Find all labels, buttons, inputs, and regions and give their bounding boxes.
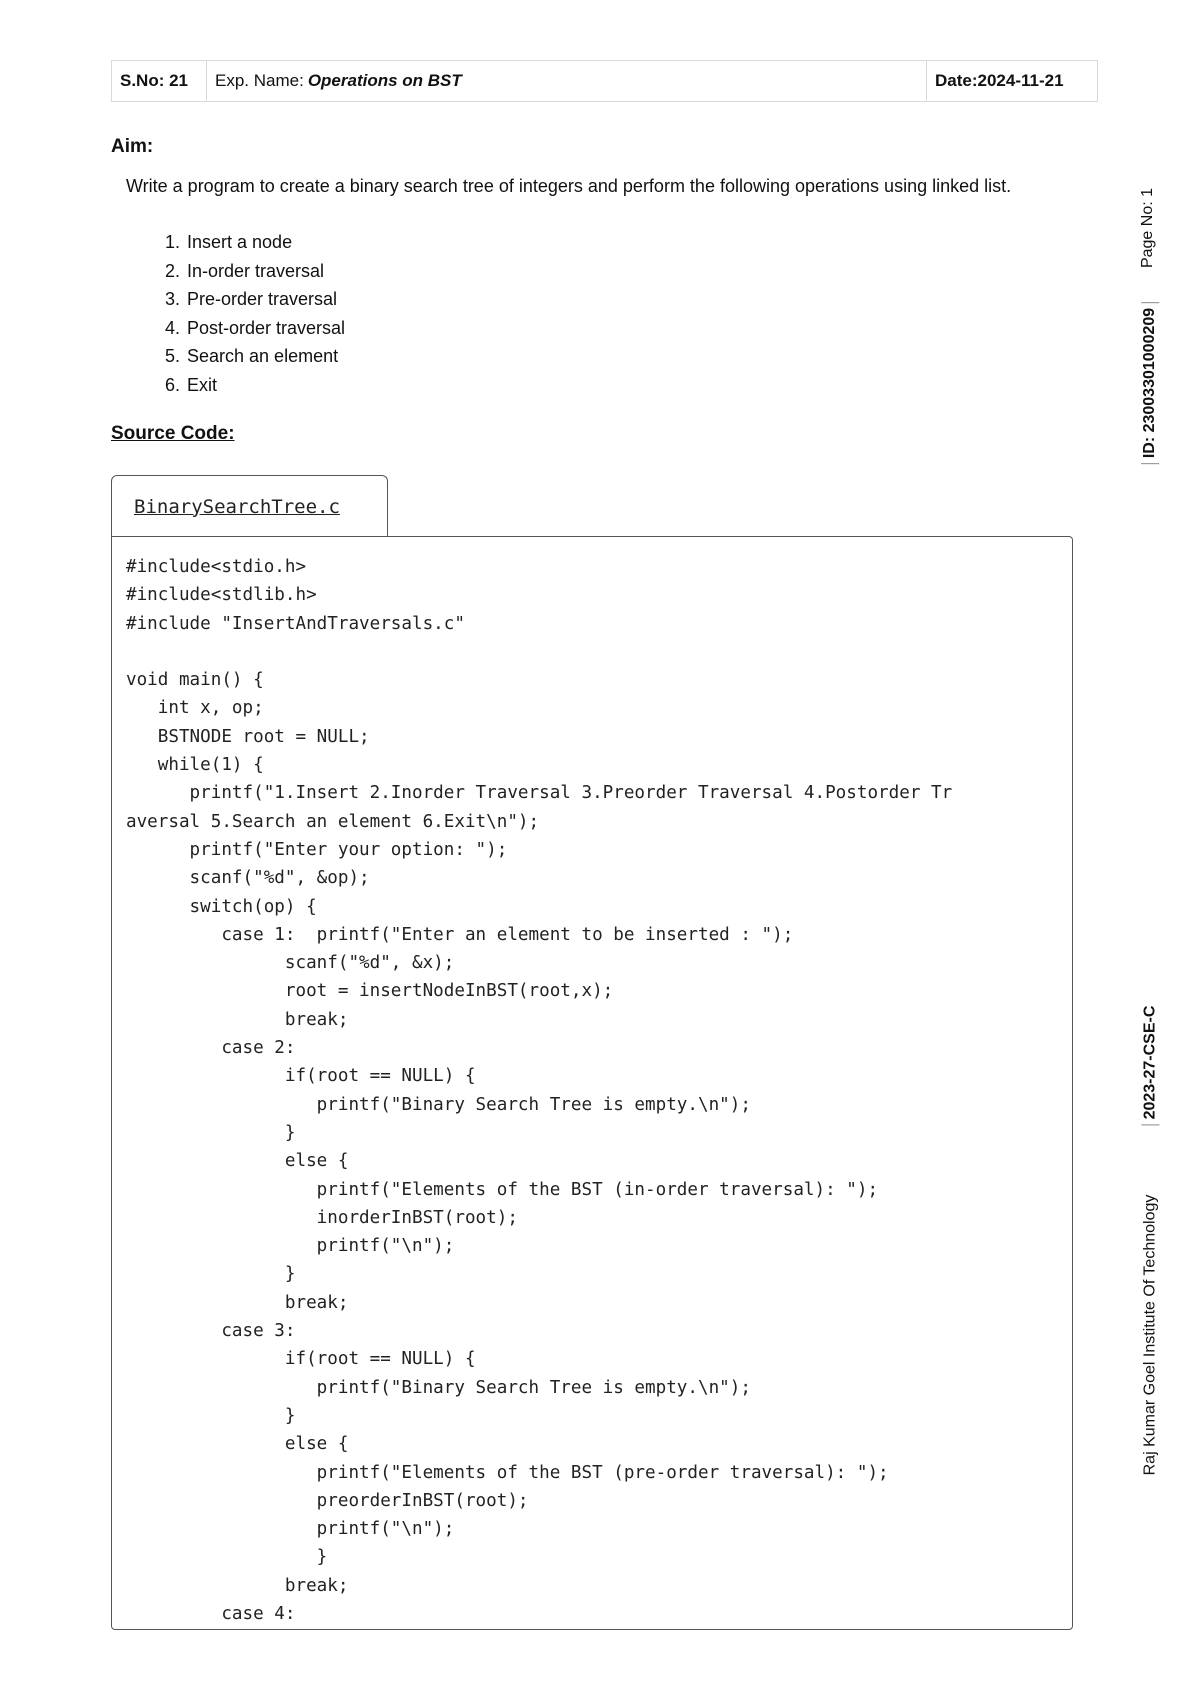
aim-list-item	[165, 314, 345, 343]
code-line: }	[126, 1122, 296, 1143]
aim-list-item	[165, 371, 345, 400]
aim-list-number: 1.	[165, 232, 181, 252]
aim-list-item	[165, 257, 345, 286]
aim-list-label: Pre-order traversal	[187, 289, 338, 310]
code-line: printf("\n");	[126, 1236, 455, 1257]
aim-list-number: 4.	[165, 317, 181, 338]
student-id: ID: 23003301000209	[1141, 302, 1159, 464]
aim-list-label: Exit	[187, 374, 218, 395]
code-lines	[126, 553, 1062, 1628]
code-block	[111, 536, 1073, 1630]
code-line: else {	[126, 1151, 349, 1172]
aim-heading: Aim:	[111, 136, 154, 157]
code-line: printf("Binary Search Tree is empty.\n");	[126, 1377, 751, 1398]
code-line: if(root == NULL) {	[126, 1066, 476, 1087]
code-line: printf("Binary Search Tree is empty.\n");	[126, 1094, 751, 1115]
aim-list-label: Search an element	[187, 346, 339, 367]
experiment-date: Date:2024-11-21	[935, 71, 1064, 90]
institute-name: Raj Kumar Goel Institute Of Technology	[1140, 1194, 1158, 1476]
code-line: scanf("%d", &op);	[126, 868, 370, 889]
code-line: break;	[126, 1292, 349, 1313]
code-line: int x, op;	[126, 698, 264, 719]
experiment-name: Operations on BST	[307, 71, 462, 90]
code-line: printf("Enter your option: ");	[126, 839, 508, 860]
code-line: if(root == NULL) {	[126, 1349, 476, 1370]
code-line: scanf("%d", &x);	[126, 953, 455, 974]
code-line: printf("1.Insert 2.Inorder Traversal 3.Preorder Traversal 4.Postorder Tr	[126, 783, 953, 804]
code-line	[126, 638, 1062, 666]
code-line: #include "InsertAndTraversals.c"	[126, 613, 465, 634]
code-line: case 2:	[126, 1038, 296, 1059]
code-line: aversal 5.Search an element 6.Exit\n");	[126, 811, 540, 832]
code-line: BSTNODE root = NULL;	[126, 726, 370, 747]
code-line: preorderInBST(root);	[126, 1490, 529, 1511]
file-tab[interactable]	[111, 475, 388, 537]
code-line: while(1) {	[126, 755, 264, 776]
file-name: BinarySearchTree.c	[134, 495, 340, 518]
aim-list	[165, 228, 345, 400]
code-line: printf("Elements of the BST (pre-order traversal): ");	[126, 1462, 889, 1483]
aim-list-number: 5.	[165, 346, 181, 367]
code-line: root = insertNodeInBST(root,x);	[126, 981, 614, 1002]
aim-list-label: Insert a node	[187, 232, 293, 252]
code-line: #include<stdio.h>	[126, 557, 307, 577]
code-line: case 1: printf("Enter an element to be inserted : ");	[126, 924, 794, 945]
code-line: }	[126, 1547, 328, 1568]
code-line: inorderInBST(root);	[126, 1207, 518, 1228]
aim-list-number: 3.	[165, 289, 181, 310]
page-number: Page No: 1	[1139, 187, 1157, 269]
code-line: case 3:	[126, 1321, 296, 1342]
aim-list-label: Post-order traversal	[187, 317, 346, 338]
code-line: case 4:	[126, 1603, 296, 1624]
code-line: }	[126, 1405, 296, 1426]
aim-list-number: 2.	[165, 260, 181, 281]
source-code-heading: Source Code:	[111, 423, 235, 444]
code-line: }	[126, 1264, 296, 1285]
aim-list-item	[165, 285, 345, 314]
batch-label: 2023-27-CSE-C	[1141, 1001, 1159, 1126]
code-line: printf("\n");	[126, 1519, 455, 1540]
experiment-name-cell	[207, 61, 927, 101]
aim-text: Write a program to create a binary search tree of integers and perform the following operations using linked list.	[126, 176, 1012, 196]
code-line: break;	[126, 1575, 349, 1596]
aim-list-number: 6.	[165, 374, 181, 395]
code-line: break;	[126, 1009, 349, 1030]
experiment-label: Exp. Name:	[215, 71, 304, 90]
header-table	[111, 60, 1098, 102]
code-line: switch(op) {	[126, 896, 317, 917]
code-line: #include<stdlib.h>	[126, 585, 317, 606]
code-line: printf("Elements of the BST (in-order traversal): ");	[126, 1179, 879, 1200]
serial-number: S.No: 21	[112, 61, 207, 101]
code-line: else {	[126, 1434, 349, 1455]
aim-list-label: In-order traversal	[187, 260, 325, 281]
aim-list-item	[165, 228, 345, 257]
aim-list-item	[165, 342, 345, 371]
code-line: void main() {	[126, 670, 264, 691]
